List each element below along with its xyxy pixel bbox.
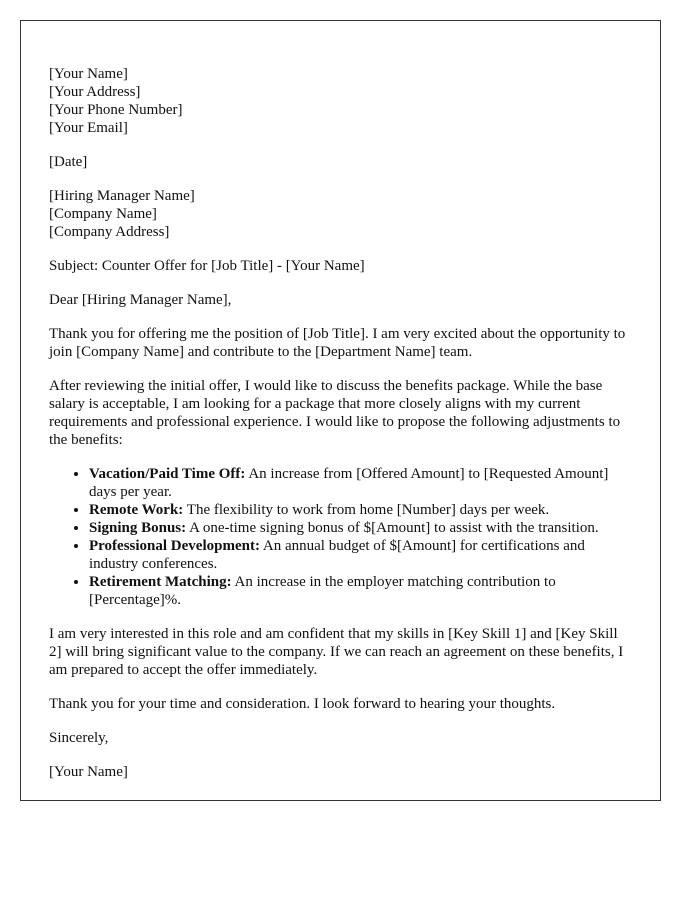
benefit-text: An increase in the employer matching contribution to [Percentage]%. [89,574,556,608]
benefit-label: Remote Work: [89,502,184,518]
company-address: [Company Address] [49,224,170,240]
benefit-text: An annual budget of $[Amount] for certifications and industry conferences. [89,538,585,572]
benefit-label: Signing Bonus: [89,520,187,536]
subject: Subject: Counter Offer for [Job Title] - [Your Name] [49,258,365,274]
sender-name: [Your Name] [49,66,128,82]
list-item [89,519,632,537]
body-paragraph: Thank you for offering me the position of [Job Title]. I am very excited about the opportunity to join [Company Name] and contribute to the [Department Name] team. [49,326,626,360]
body-paragraph: I am very interested in this role and am confident that my skills in [Key Skill 1] and [Key Skill 2] will bring significant value to the company. If we can reach an agreement on these benefits, I am prepared to accept the offer immediately. [49,626,624,678]
letter [20,20,661,801]
benefit-text: A one-time signing bonus of $[Amount] to assist with the transition. [186,520,599,536]
sender-email: [Your Email] [49,120,128,136]
signoff: Sincerely, [49,730,109,746]
benefit-text: An increase from [Offered Amount] to [Requested Amount] days per year. [89,466,609,500]
company-name: [Company Name] [49,206,157,222]
sender-address: [Your Address] [49,84,141,100]
benefit-label: Retirement Matching: [89,574,232,590]
sender-phone: [Your Phone Number] [49,102,183,118]
list-item [89,537,632,573]
recipient-name: [Hiring Manager Name] [49,188,195,204]
list-item [89,465,632,501]
body-paragraph: Thank you for your time and consideration. I look forward to hearing your thoughts. [49,696,556,712]
body-paragraph: After reviewing the initial offer, I would like to discuss the benefits package. While the base salary is acceptable, I am looking for a package that more closely aligns with my current requirements and professional experience. I would like to propose the following adjustments to the benefits: [49,378,621,448]
benefit-text: The flexibility to work from home [Number] days per week. [183,502,550,518]
benefit-label: Professional Development: [89,538,260,554]
list-item [89,501,632,519]
date: [Date] [49,154,88,170]
salutation: Dear [Hiring Manager Name], [49,292,232,308]
list-item [89,573,632,609]
benefit-label: Vacation/Paid Time Off: [89,466,246,482]
benefits-list [49,465,632,609]
signature: [Your Name] [49,764,128,780]
